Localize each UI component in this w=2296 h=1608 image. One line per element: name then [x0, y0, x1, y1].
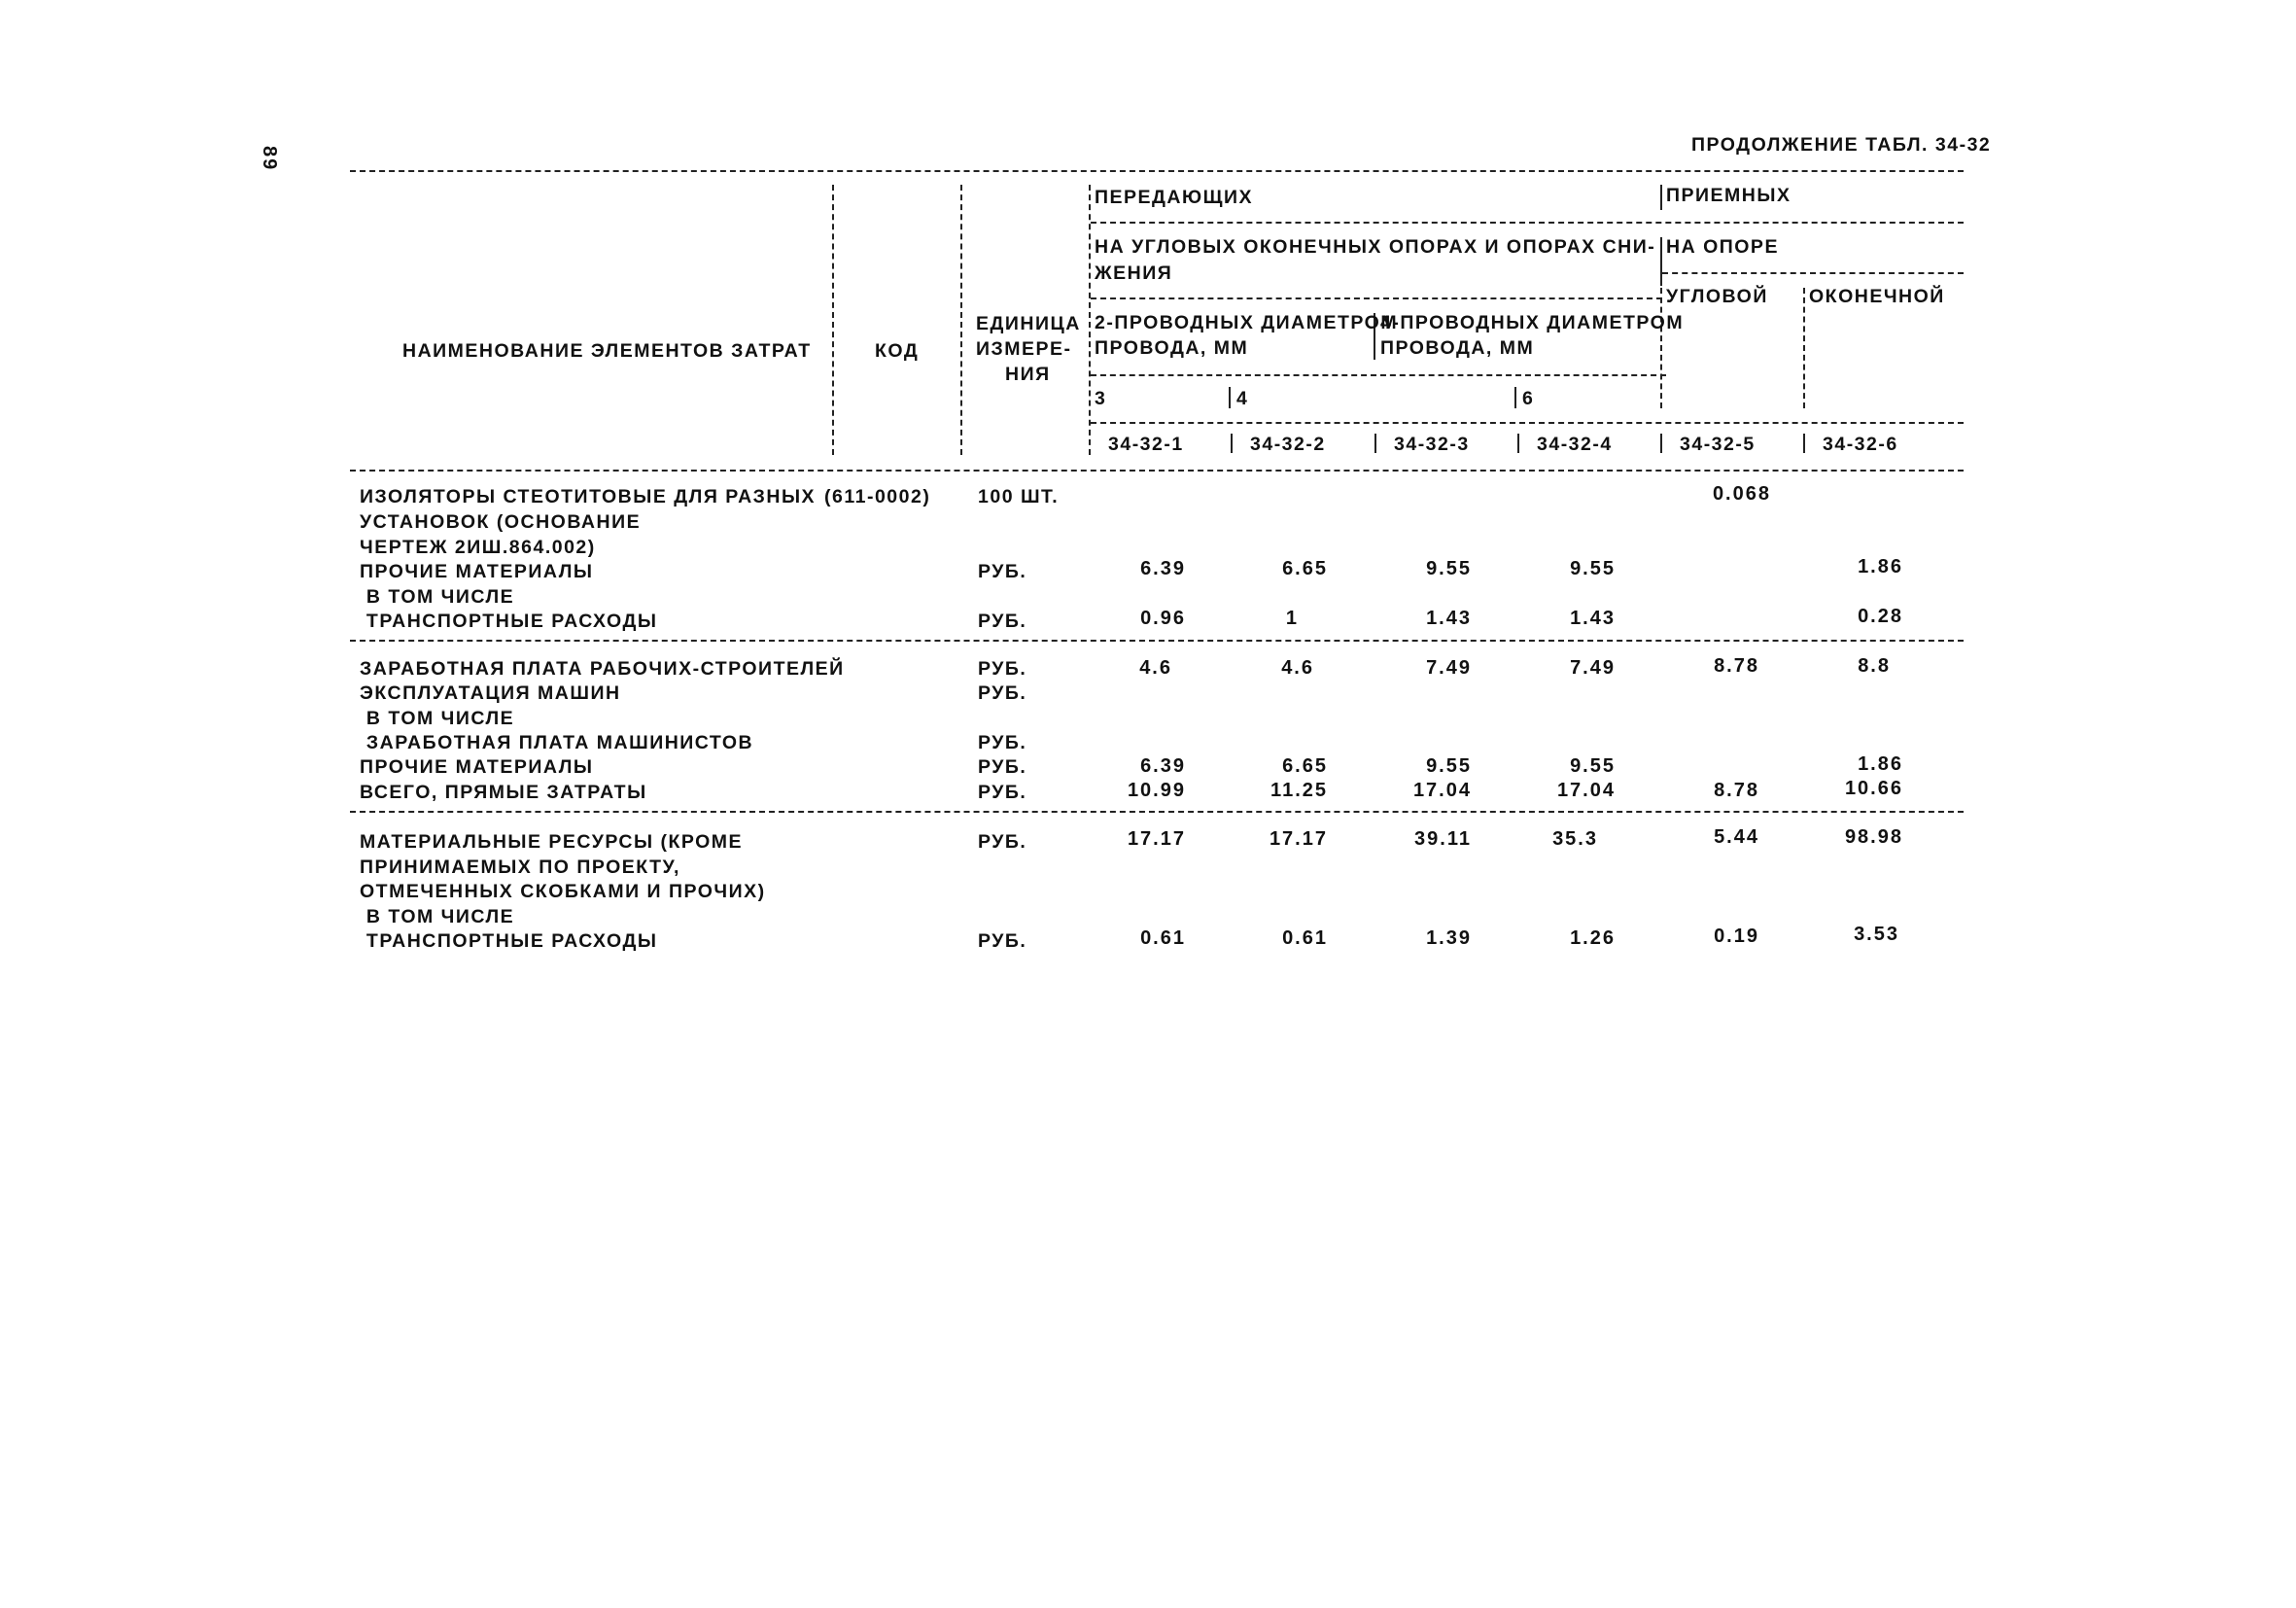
- s1-row4-value-4: 1.43: [1570, 608, 1616, 629]
- s2-row2-unit: РУБ.: [978, 682, 1027, 704]
- s1-row2-name: ПРОЧИЕ МАТЕРИАЛЫ: [360, 561, 594, 582]
- s2-row6-value-4: 17.04: [1556, 780, 1616, 801]
- s2-row1-value-3: 7.49: [1426, 657, 1472, 679]
- code-34-32-1: 34-32-1: [1108, 434, 1184, 455]
- s1-row4-unit: РУБ.: [978, 611, 1027, 632]
- s3-row1-value-2: 17.17: [1269, 828, 1328, 850]
- header-four-wire-line-2: ПРОВОДА, ММ: [1380, 337, 1535, 359]
- s2-row6-unit: РУБ.: [978, 782, 1027, 803]
- header-corner-end-line-2: ЖЕНИЯ: [1095, 262, 1173, 284]
- s2-row5-value-2: 6.65: [1282, 755, 1328, 777]
- s1-row1-name-line-1: ИЗОЛЯТОРЫ СТЕОТИТОВЫЕ ДЛЯ РАЗНЫХ: [360, 486, 817, 507]
- s1-row1-unit: 100 ШТ.: [978, 486, 1060, 507]
- s2-row5-value-3: 9.55: [1426, 755, 1472, 777]
- header-code-col: КОД: [875, 340, 920, 362]
- rule-section-1: [350, 640, 1964, 642]
- header-divider-support: [1660, 237, 1662, 286]
- s2-row5-value-6: 1.86: [1858, 753, 1903, 775]
- rule-header-4: [1091, 374, 1666, 376]
- s3-row3-unit: РУБ.: [978, 930, 1027, 952]
- s1-row4-value-3: 1.43: [1426, 608, 1472, 629]
- code-34-32-4: 34-32-4: [1537, 434, 1613, 455]
- header-receiving: ПРИЕМНЫХ: [1666, 185, 1792, 206]
- s2-row6-name: ВСЕГО, ПРЯМЫЕ ЗАТРАТЫ: [360, 782, 647, 803]
- s3-row1-value-5: 5.44: [1714, 826, 1759, 848]
- code-divider-5: [1660, 434, 1662, 453]
- s2-row1-value-1: 4.6: [1139, 657, 1172, 679]
- s2-row6-value-6: 10.66: [1844, 778, 1903, 799]
- s2-row1-name: ЗАРАБОТНАЯ ПЛАТА РАБОЧИХ-СТРОИТЕЛЕЙ: [360, 658, 845, 680]
- rule-header-2: [1662, 272, 1964, 274]
- s3-row1-value-6: 98.98: [1844, 826, 1903, 848]
- s3-row1-name-line-3: ОТМЕЧЕННЫХ СКОБКАМИ И ПРОЧИХ): [360, 881, 766, 902]
- rule-top: [350, 170, 1964, 172]
- s1-row2-value-6: 1.86: [1858, 556, 1903, 577]
- header-two-wire-line-1: 2-ПРОВОДНЫХ ДИАМЕТРОМ: [1095, 312, 1399, 333]
- header-four-wire-line-1: 4-ПРОВОДНЫХ ДИАМЕТРОМ: [1380, 312, 1685, 333]
- header-divider-unit: [1089, 185, 1091, 455]
- s2-row2-name: ЭКСПЛУАТАЦИЯ МАШИН: [360, 682, 621, 704]
- s2-row5-unit: РУБ.: [978, 756, 1027, 778]
- s1-row2-value-3: 9.55: [1426, 558, 1472, 579]
- s3-row1-value-4: 35.3: [1552, 828, 1598, 850]
- s1-row1-code: (611-0002): [824, 486, 931, 507]
- rule-header-bottom: [350, 470, 1964, 472]
- s2-row1-unit: РУБ.: [978, 658, 1027, 680]
- s1-row1-value-5: 0.068: [1712, 483, 1771, 505]
- code-34-32-3: 34-32-3: [1394, 434, 1470, 455]
- code-divider-6: [1803, 434, 1805, 453]
- header-divider-d6: [1514, 387, 1516, 408]
- rule-header-3: [1091, 297, 1662, 299]
- s3-row3-value-2: 0.61: [1282, 927, 1328, 949]
- s2-row6-value-2: 11.25: [1270, 780, 1328, 801]
- header-two-wire-line-2: ПРОВОДА, ММ: [1095, 337, 1249, 359]
- header-diameter-3: 3: [1095, 388, 1107, 409]
- s3-row1-name-line-1: МАТЕРИАЛЬНЫЕ РЕСУРСЫ (КРОМЕ: [360, 831, 744, 853]
- header-transmitting: ПЕРЕДАЮЩИХ: [1095, 187, 1254, 208]
- s3-row3-value-3: 1.39: [1426, 927, 1472, 949]
- s3-row3-value-4: 1.26: [1570, 927, 1616, 949]
- code-34-32-2: 34-32-2: [1250, 434, 1326, 455]
- s2-row5-value-1: 6.39: [1140, 755, 1186, 777]
- s1-row3-name: В ТОМ ЧИСЛЕ: [360, 586, 515, 608]
- s1-row4-name: ТРАНСПОРТНЫЕ РАСХОДЫ: [360, 611, 658, 632]
- s1-row2-value-1: 6.39: [1140, 558, 1186, 579]
- s3-row1-name-line-2: ПРИНИМАЕМЫХ ПО ПРОЕКТУ,: [360, 856, 680, 878]
- header-on-support: НА ОПОРЕ: [1666, 236, 1779, 258]
- header-divider-receiving: [1660, 185, 1662, 210]
- header-unit-line-3: НИЯ: [1005, 364, 1051, 385]
- s1-row2-value-4: 9.55: [1570, 558, 1616, 579]
- rule-header-1: [1091, 222, 1964, 224]
- s2-row1-value-6: 8.8: [1858, 655, 1891, 677]
- s2-row5-name: ПРОЧИЕ МАТЕРИАЛЫ: [360, 756, 594, 778]
- continuation-title: ПРОДОЛЖЕНИЕ ТАБЛ. 34-32: [1691, 134, 1992, 156]
- page-number: 89: [259, 146, 280, 172]
- s3-row1-value-3: 39.11: [1414, 828, 1472, 850]
- s3-row3-value-5: 0.19: [1714, 926, 1759, 947]
- s1-row2-unit: РУБ.: [978, 561, 1027, 582]
- header-name-col: НАИМЕНОВАНИЕ ЭЛЕМЕНТОВ ЗАТРАТ: [402, 340, 812, 362]
- s1-row1-name-line-3: ЧЕРТЕЖ 2ИШ.864.002): [360, 537, 596, 558]
- code-divider-3: [1374, 434, 1376, 453]
- s3-row1-unit: РУБ.: [978, 831, 1027, 853]
- s1-row4-value-2: 1: [1285, 608, 1299, 629]
- code-34-32-5: 34-32-5: [1680, 434, 1756, 455]
- s1-row4-value-1: 0.96: [1140, 608, 1186, 629]
- header-corner: УГЛОВОЙ: [1666, 286, 1768, 307]
- s2-row6-value-1: 10.99: [1127, 780, 1186, 801]
- header-diameter-4: 4: [1236, 388, 1249, 409]
- s2-row1-value-5: 8.78: [1714, 655, 1759, 677]
- code-divider-2: [1231, 434, 1233, 453]
- header-divider-d4: [1229, 387, 1231, 408]
- s1-row4-value-6: 0.28: [1858, 606, 1903, 627]
- s2-row1-value-4: 7.49: [1570, 657, 1616, 679]
- s2-row3-name: В ТОМ ЧИСЛЕ: [360, 708, 515, 729]
- header-divider-terminal: [1803, 288, 1805, 408]
- s2-row6-value-3: 17.04: [1412, 780, 1472, 801]
- header-divider-code: [960, 185, 962, 455]
- s2-row5-value-4: 9.55: [1570, 755, 1616, 777]
- s3-row2-name: В ТОМ ЧИСЛЕ: [360, 906, 515, 927]
- header-terminal: ОКОНЕЧНОЙ: [1809, 286, 1945, 307]
- header-unit-line-2: ИЗМЕРЕ-: [976, 338, 1072, 360]
- s3-row3-value-1: 0.61: [1140, 927, 1186, 949]
- rule-header-5: [1091, 422, 1964, 424]
- header-unit-line-1: ЕДИНИЦА: [976, 313, 1081, 334]
- s2-row4-name: ЗАРАБОТНАЯ ПЛАТА МАШИНИСТОВ: [360, 732, 754, 753]
- header-diameter-6: 6: [1522, 388, 1535, 409]
- s1-row1-name-line-2: УСТАНОВОК (ОСНОВАНИЕ: [360, 511, 642, 533]
- s1-row2-value-2: 6.65: [1282, 558, 1328, 579]
- header-divider-name: [832, 185, 834, 455]
- s3-row1-value-1: 17.17: [1127, 828, 1186, 850]
- s2-row6-value-5: 8.78: [1714, 780, 1759, 801]
- s2-row1-value-2: 4.6: [1281, 657, 1314, 679]
- header-divider-corner: [1660, 288, 1662, 408]
- s3-row3-name: ТРАНСПОРТНЫЕ РАСХОДЫ: [360, 930, 658, 952]
- s3-row3-value-6: 3.53: [1854, 924, 1899, 945]
- header-corner-end-line-1: НА УГЛОВЫХ ОКОНЕЧНЫХ ОПОРАХ И ОПОРАХ СНИ-: [1095, 236, 1656, 258]
- s2-row4-unit: РУБ.: [978, 732, 1027, 753]
- code-34-32-6: 34-32-6: [1823, 434, 1898, 455]
- code-divider-4: [1517, 434, 1519, 453]
- rule-section-2: [350, 811, 1964, 813]
